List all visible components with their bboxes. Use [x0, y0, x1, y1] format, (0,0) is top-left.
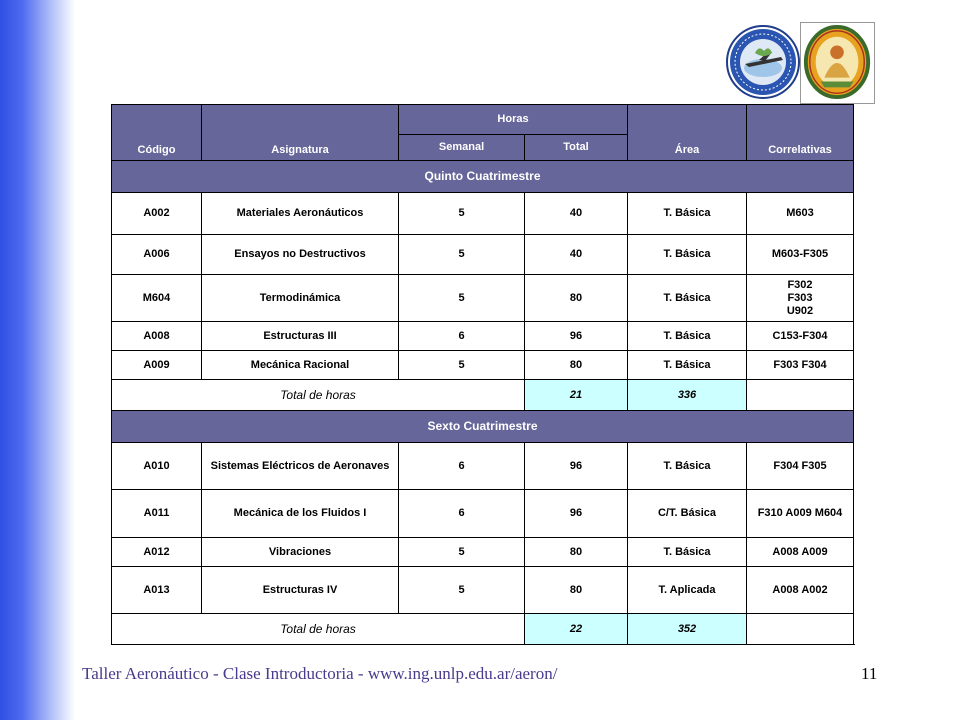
cell-subject: Vibraciones — [202, 538, 399, 567]
cell-code: A013 — [112, 567, 202, 614]
total-row — [112, 380, 854, 411]
cell-total: 80 — [525, 567, 628, 614]
cell-prereqs: A008 A002 — [747, 567, 854, 614]
table-row — [112, 235, 854, 275]
cell-prereqs: M603-F305 — [747, 235, 854, 275]
cell-subject: Ensayos no Destructivos — [202, 235, 399, 275]
department-logo — [725, 24, 801, 100]
cell-subject: Estructuras III — [202, 322, 399, 351]
semester6-title: Sexto Cuatrimestre — [112, 411, 854, 443]
header-total: Total — [525, 135, 628, 161]
cell-area: T. Básica — [628, 443, 747, 490]
total-weekly: 21 — [525, 380, 628, 411]
cell-code: A002 — [112, 193, 202, 235]
header-weekly: Semanal — [399, 135, 525, 161]
cell-area: T. Básica — [628, 275, 747, 322]
cell-weekly: 6 — [399, 322, 525, 351]
cell-subject: Mecánica Racional — [202, 351, 399, 380]
total-label: Total de horas — [112, 614, 525, 645]
cell-prereqs: F302 F303 U902 — [747, 275, 854, 322]
cell-weekly: 6 — [399, 443, 525, 490]
cell-total: 40 — [525, 193, 628, 235]
table-row — [112, 443, 854, 490]
header-hours: Horas — [399, 105, 628, 135]
table-row — [112, 193, 854, 235]
cell-code: A011 — [112, 490, 202, 538]
header-code: Código — [112, 105, 202, 161]
table-row — [112, 538, 854, 567]
table-row — [112, 567, 854, 614]
page-number: 11 — [861, 664, 878, 683]
cell-code: A009 — [112, 351, 202, 380]
cell-subject: Materiales Aeronáuticos — [202, 193, 399, 235]
cell-subject: Sistemas Eléctricos de Aeronaves — [202, 443, 399, 490]
cell-prereqs: A008 A009 — [747, 538, 854, 567]
empty-cell — [747, 614, 854, 645]
cell-weekly: 5 — [399, 538, 525, 567]
logos — [725, 22, 875, 104]
cell-prereqs: F304 F305 — [747, 443, 854, 490]
university-seal — [800, 22, 875, 104]
table-row — [112, 322, 854, 351]
curriculum-table — [111, 104, 854, 645]
cell-area: C/T. Básica — [628, 490, 747, 538]
cell-weekly: 6 — [399, 490, 525, 538]
header-area: Área — [628, 105, 747, 161]
cell-area: T. Básica — [628, 193, 747, 235]
cell-subject: Estructuras IV — [202, 567, 399, 614]
cell-prereqs: F303 F304 — [747, 351, 854, 380]
table-row — [112, 490, 854, 538]
cell-total: 80 — [525, 275, 628, 322]
header-prereqs: Correlativas — [747, 105, 854, 161]
cell-code: M604 — [112, 275, 202, 322]
cell-area: T. Aplicada — [628, 567, 747, 614]
cell-total: 96 — [525, 443, 628, 490]
cell-area: T. Básica — [628, 322, 747, 351]
cell-code: A010 — [112, 443, 202, 490]
cell-area: T. Básica — [628, 351, 747, 380]
cell-weekly: 5 — [399, 235, 525, 275]
cell-total: 96 — [525, 490, 628, 538]
left-gradient-bar — [0, 0, 75, 720]
cell-weekly: 5 — [399, 567, 525, 614]
cell-code: A008 — [112, 322, 202, 351]
cell-area: T. Básica — [628, 538, 747, 567]
cell-total: 96 — [525, 322, 628, 351]
cell-weekly: 5 — [399, 193, 525, 235]
total-row — [112, 614, 854, 645]
cell-prereqs: M603 — [747, 193, 854, 235]
cell-code: A012 — [112, 538, 202, 567]
cell-weekly: 5 — [399, 351, 525, 380]
cell-total: 40 — [525, 235, 628, 275]
footer-text: Taller Aeronáutico - Clase Introductoria - www.ing.unlp.edu.ar/aeron/ — [82, 664, 558, 683]
table-row — [112, 275, 854, 322]
cell-total: 80 — [525, 538, 628, 567]
cell-subject: Termodinámica — [202, 275, 399, 322]
cell-code: A006 — [112, 235, 202, 275]
cell-prereqs: C153-F304 — [747, 322, 854, 351]
cell-prereqs: F310 A009 M604 — [747, 490, 854, 538]
cell-total: 80 — [525, 351, 628, 380]
semester5-title: Quinto Cuatrimestre — [112, 161, 854, 193]
header-subject: Asignatura — [202, 105, 399, 161]
cell-subject: Mecánica de los Fluidos I — [202, 490, 399, 538]
cell-area: T. Básica — [628, 235, 747, 275]
total-hours: 336 — [628, 380, 747, 411]
total-label: Total de horas — [112, 380, 525, 411]
total-hours: 352 — [628, 614, 747, 645]
cell-weekly: 5 — [399, 275, 525, 322]
total-weekly: 22 — [525, 614, 628, 645]
table-row — [112, 351, 854, 380]
empty-cell — [747, 380, 854, 411]
